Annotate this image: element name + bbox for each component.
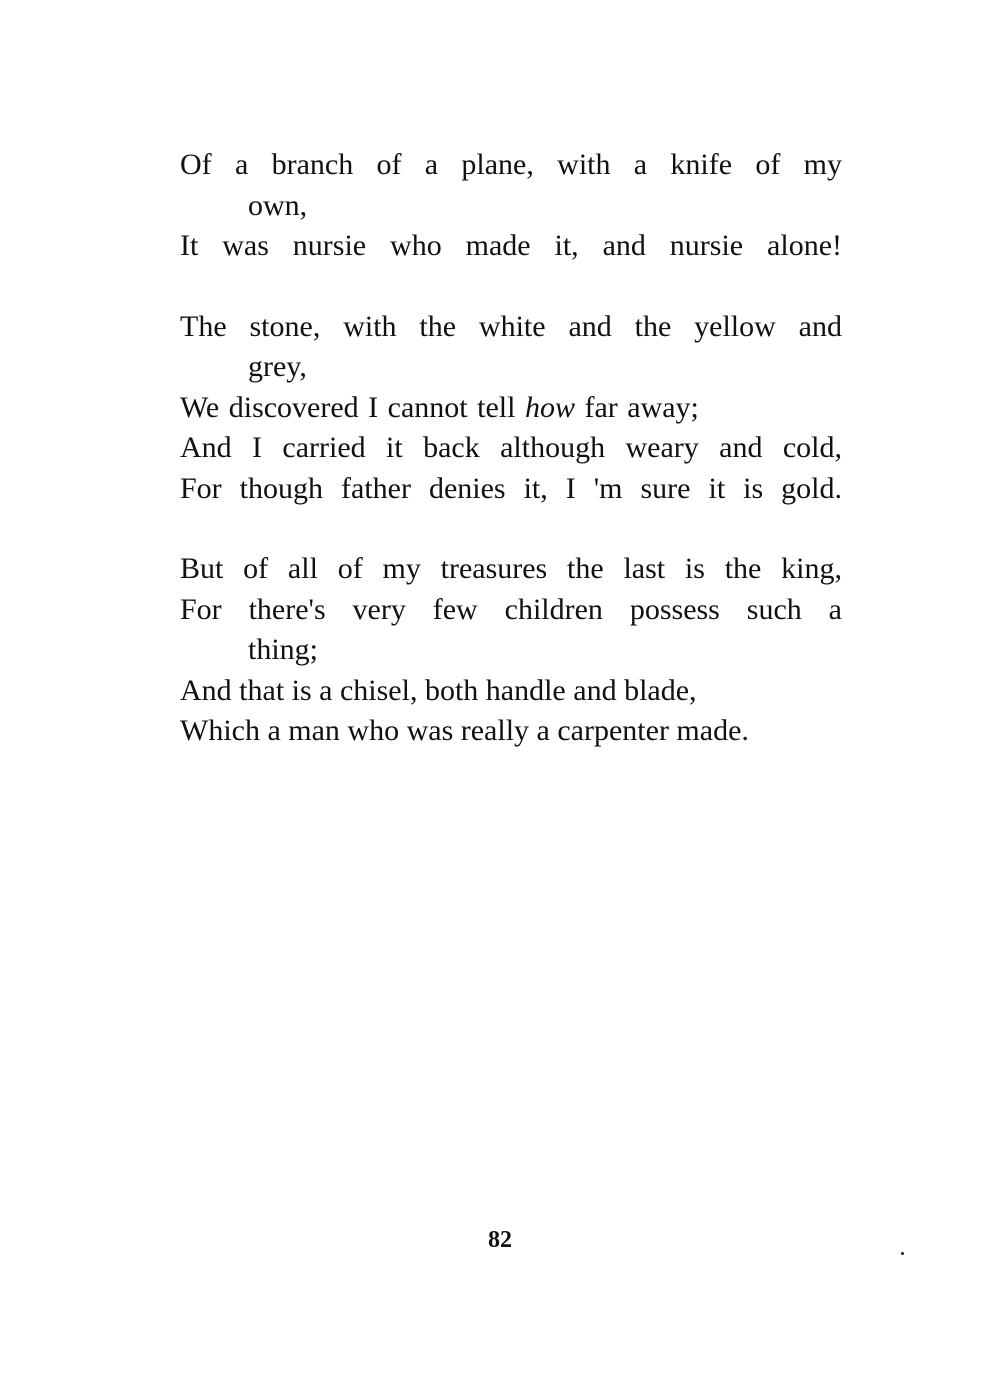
poem-line: And I carried it back although weary and cold, <box>180 431 842 464</box>
poem <box>180 145 842 792</box>
poem-line <box>180 388 842 429</box>
scan-speck <box>901 1252 904 1255</box>
poem-line-continuation: thing; <box>248 633 319 666</box>
poem-line-continuation: grey, <box>248 350 307 383</box>
poem-line: For though father denies it, I 'm sure it is gold. <box>180 471 842 505</box>
page-number: 82 <box>488 1227 512 1253</box>
poem-line-part: far away; <box>574 390 699 424</box>
poem-line: Of a branch of a plane, with a knife of my <box>180 148 842 181</box>
stanza-1 <box>180 145 842 267</box>
poem-line: It was nursie who made it, and nursie alone! <box>180 229 842 262</box>
stanza-2 <box>180 307 842 510</box>
poem-line-part: We discovered I cannot tell <box>180 390 525 424</box>
poem-line-continuation: own, <box>248 188 308 222</box>
poem-line: But of all of my treasures the last is the king, <box>180 552 842 585</box>
poem-line: Which a man who was really a carpenter made. <box>180 714 749 747</box>
stanza-3 <box>180 549 842 752</box>
poem-line: The stone, with the white and the yellow and <box>180 309 842 343</box>
poem-line: And that is a chisel, both handle and blade, <box>180 673 697 707</box>
poem-line: For there's very few children possess such a <box>180 592 842 626</box>
emphasized-word: how <box>524 390 575 424</box>
